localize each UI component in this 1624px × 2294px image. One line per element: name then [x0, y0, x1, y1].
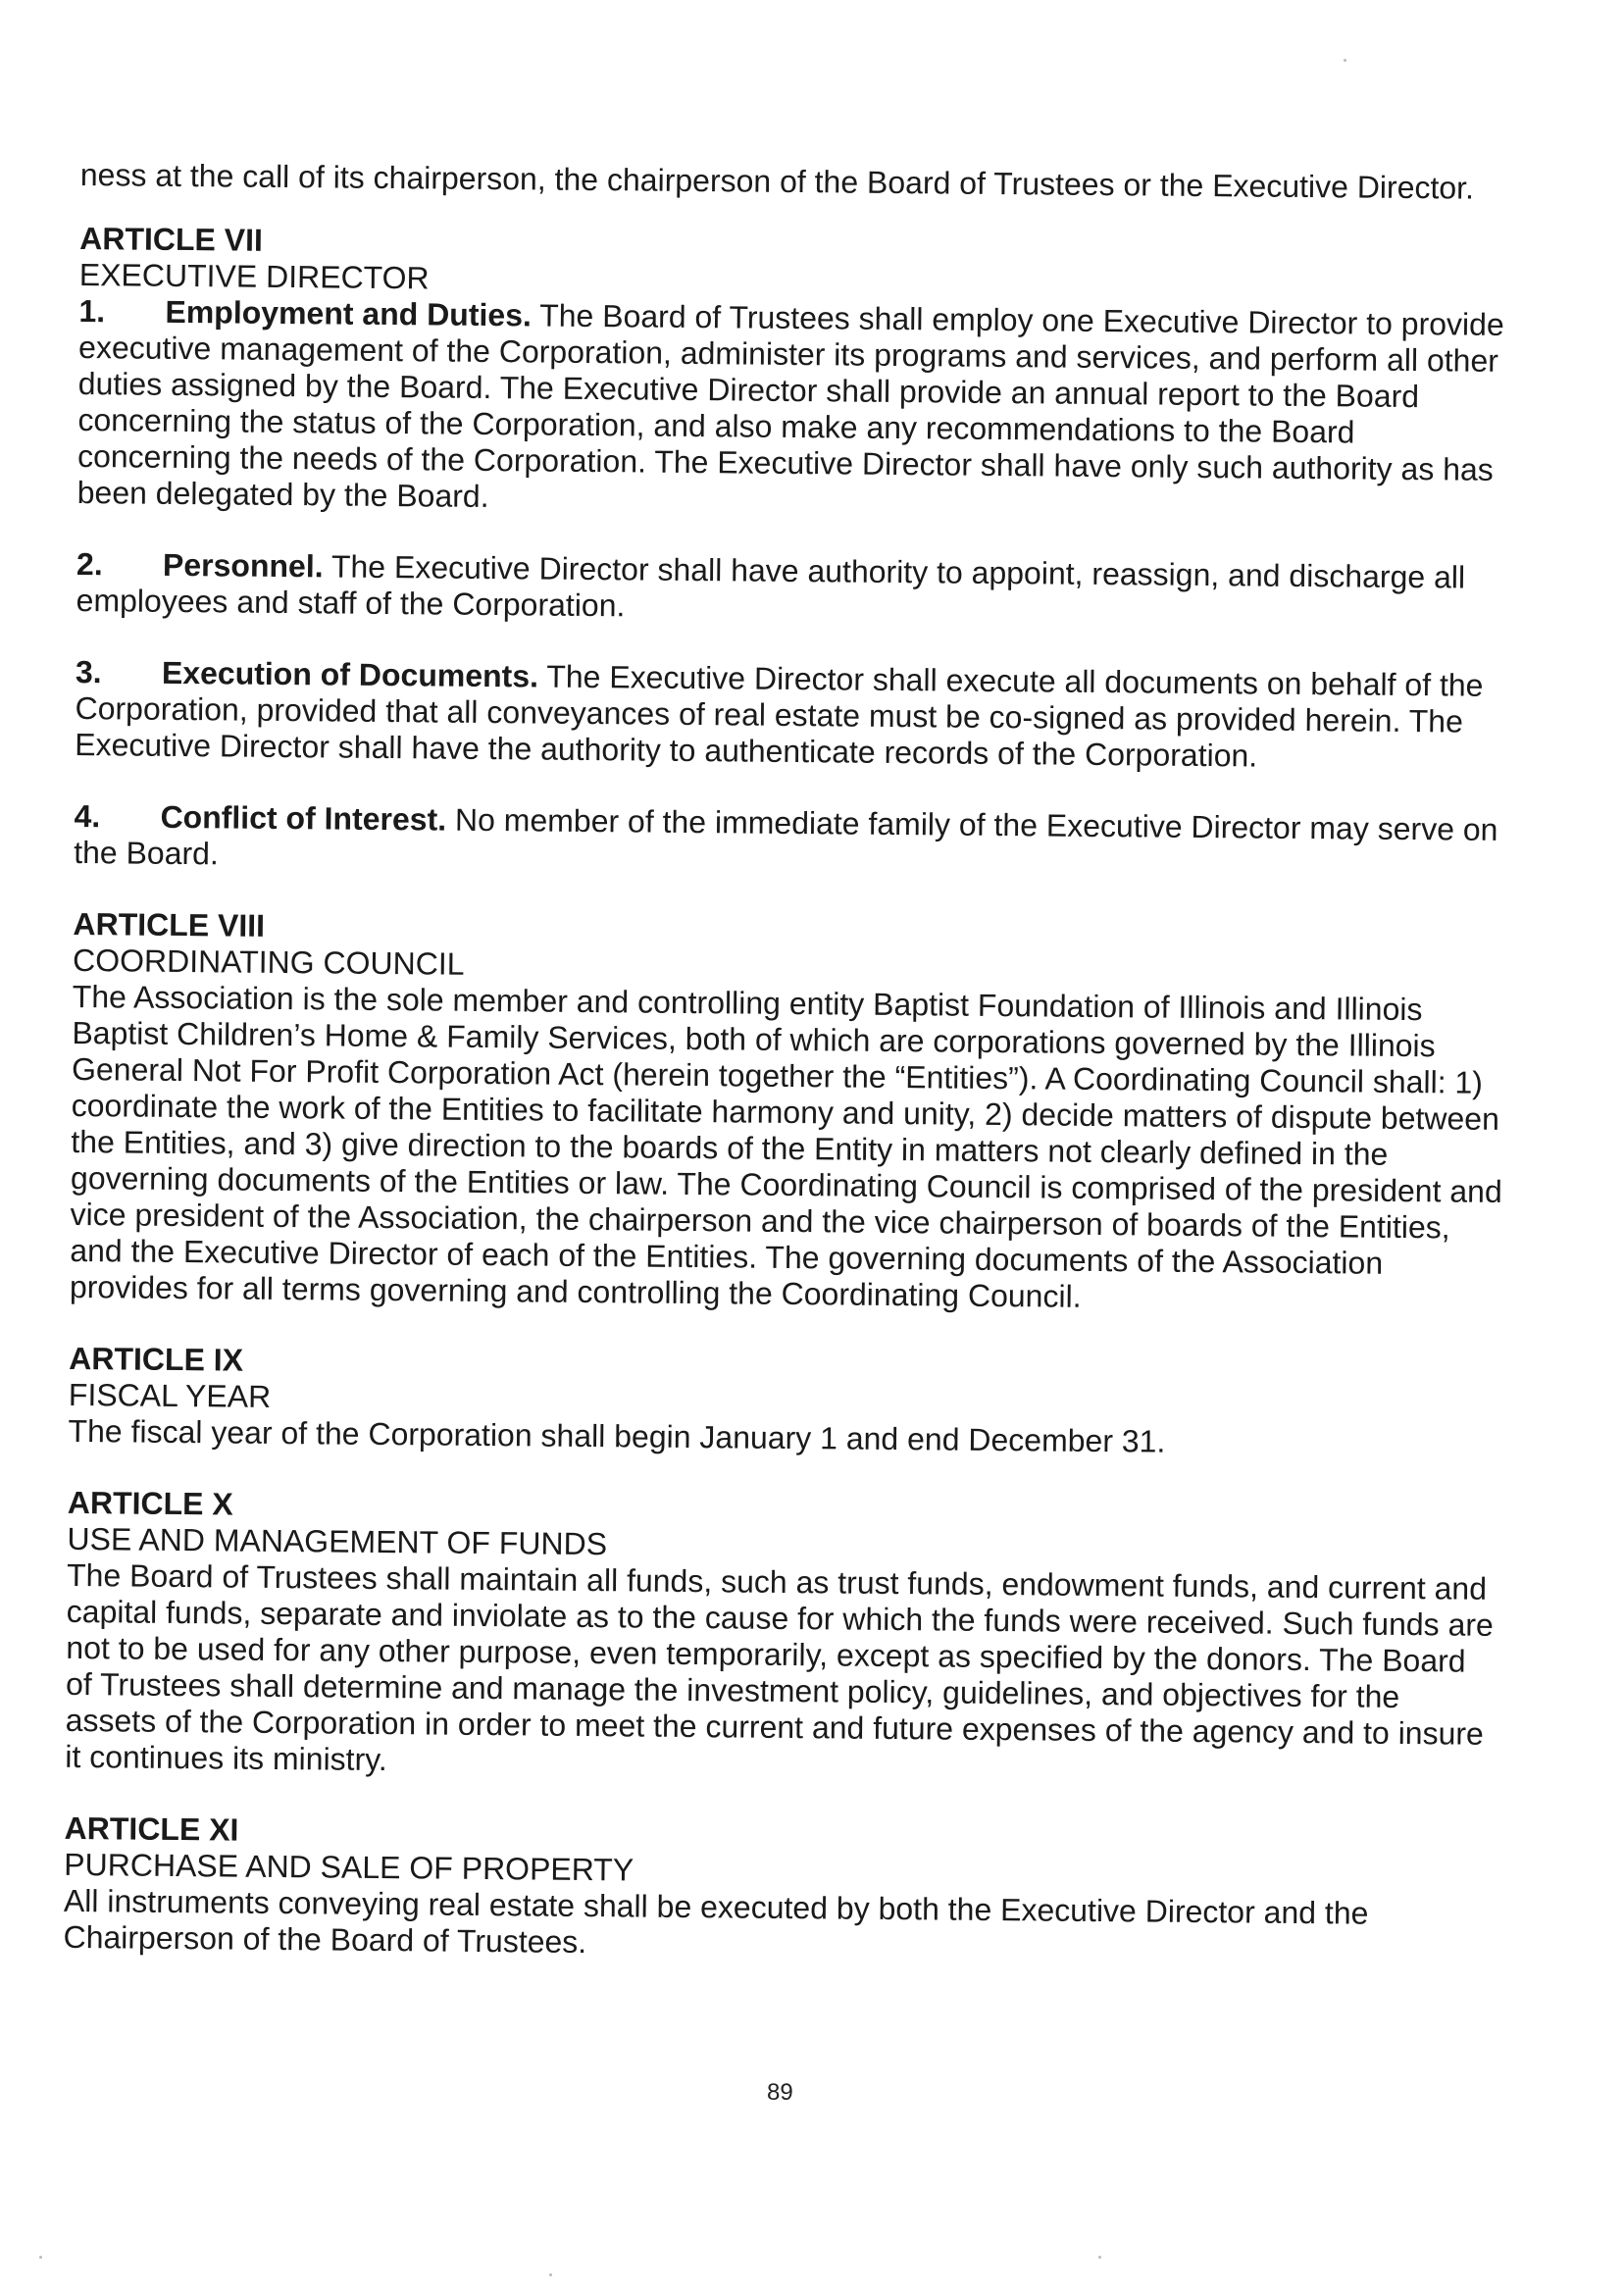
- article-viii: [70, 906, 1505, 1319]
- article-heading: ARTICLE VII: [79, 220, 264, 258]
- article-body: The fiscal year of the Corporation shall begin January 1 and end December 31.: [68, 1412, 1166, 1459]
- section-number: 4.: [74, 797, 101, 835]
- section-number: 2.: [76, 545, 103, 583]
- article-title: PURCHASE AND SALE OF PROPERTY: [64, 1846, 634, 1888]
- scan-speck: [549, 2273, 552, 2276]
- article-title: FISCAL YEAR: [68, 1376, 272, 1414]
- section-text: The Board of Trustees shall employ one Executive Director to provide executive management of the Corporation, administer its programs and services, and perform all other duties assigned by the Board. The Executive Director shall provide an annual report to the Board concerning the status of the Corporation, and also make any recommendations to the Board concerning the needs of the Corporation. The Executive Director shall have only such authority as has been delegated by the Board.: [76, 297, 1504, 515]
- section-text: The Executive Director shall have authority to appoint, reassign, and discharge all employees and staff of the Corporation.: [76, 548, 1466, 624]
- article-heading: ARTICLE VIII: [73, 905, 266, 943]
- section-text: No member of the immediate family of the Executive Director may serve on the Board.: [74, 801, 1498, 872]
- section-text: The Executive Director shall execute all documents on behalf of the Corporation, provided that all conveyances of real estate must be co-signed as provided herein. The Executive Director shall have the authority to authenticate records of the Corporation.: [75, 658, 1484, 774]
- article-body: All instruments conveying real estate shall be executed by both the Executive Director and the Chairperson of the Board of Trustees.: [63, 1882, 1369, 1961]
- article-vii: [74, 221, 1511, 885]
- article-xi: [63, 1810, 1496, 1969]
- article-title: COORDINATING COUNCIL: [72, 942, 465, 982]
- document-page: [63, 157, 1512, 1969]
- article-heading: ARTICLE IX: [69, 1340, 244, 1378]
- section-number: 1.: [78, 292, 106, 330]
- section-number: 3.: [75, 653, 102, 690]
- article-heading: ARTICLE X: [67, 1484, 233, 1522]
- section-lead: Conflict of Interest.: [160, 798, 447, 838]
- article-title: USE AND MANAGEMENT OF FUNDS: [67, 1520, 608, 1562]
- page-number: 89: [767, 2079, 793, 2106]
- article-ix: [68, 1341, 1500, 1463]
- section-lead: Execution of Documents.: [161, 654, 539, 694]
- section-employment-duties: [77, 293, 1511, 525]
- article-body: The Board of Trustees shall maintain all funds, such as trust funds, endowment funds, and current and capital funds, separate and inviolate as to the cause for which the funds were received. Such funds are not to be used for any other purpose, even temporarily, except as specified by the donors. The Board of Trustees shall determine and manage the investment policy, guidelines, and objectives for the assets of the Corporation in order to meet the current and future expenses of the agency and to insure it continues its ministry.: [65, 1556, 1494, 1778]
- article-title: EXECUTIVE DIRECTOR: [78, 256, 430, 296]
- section-conflict-of-interest: [74, 798, 1506, 885]
- scan-speck: [1098, 2256, 1101, 2259]
- section-execution-of-documents: [75, 654, 1507, 777]
- continuation-text: ness at the call of its chairperson, the chairperson of the Board of Trustees or the Executive Director.: [79, 157, 1475, 206]
- section-personnel: [76, 546, 1508, 633]
- article-heading: ARTICLE XI: [64, 1810, 239, 1848]
- scan-speck: [1344, 59, 1346, 62]
- section-lead: Employment and Duties.: [165, 293, 533, 333]
- article-x: [65, 1485, 1499, 1789]
- article-body: The Association is the sole member and controlling entity Baptist Foundation of Illinois and Illinois Baptist Children’s Home & Family Services, both of which are corporations governed by the Illinois General Not For Profit Corporation Act (herein together the “Entities”). A Coordinating Council shall: 1) coordinate the work of the Entities to facilitate harmony and unity, 2) decide matters of dispute between the Entities, and 3) give direction to the boards of the Entity in matters not clearly defined in the governing documents of the Entities or law. The Coordinating Council is comprised of the president and vice president of the Association, the chairperson and the vice chairperson of boards of the Entities, and the Executive Director of each of the Entities. The governing documents of the Association provides for all terms governing and controlling the Coordinating Council.: [69, 978, 1502, 1314]
- scan-speck: [39, 2256, 42, 2259]
- section-lead: Personnel.: [162, 546, 324, 585]
